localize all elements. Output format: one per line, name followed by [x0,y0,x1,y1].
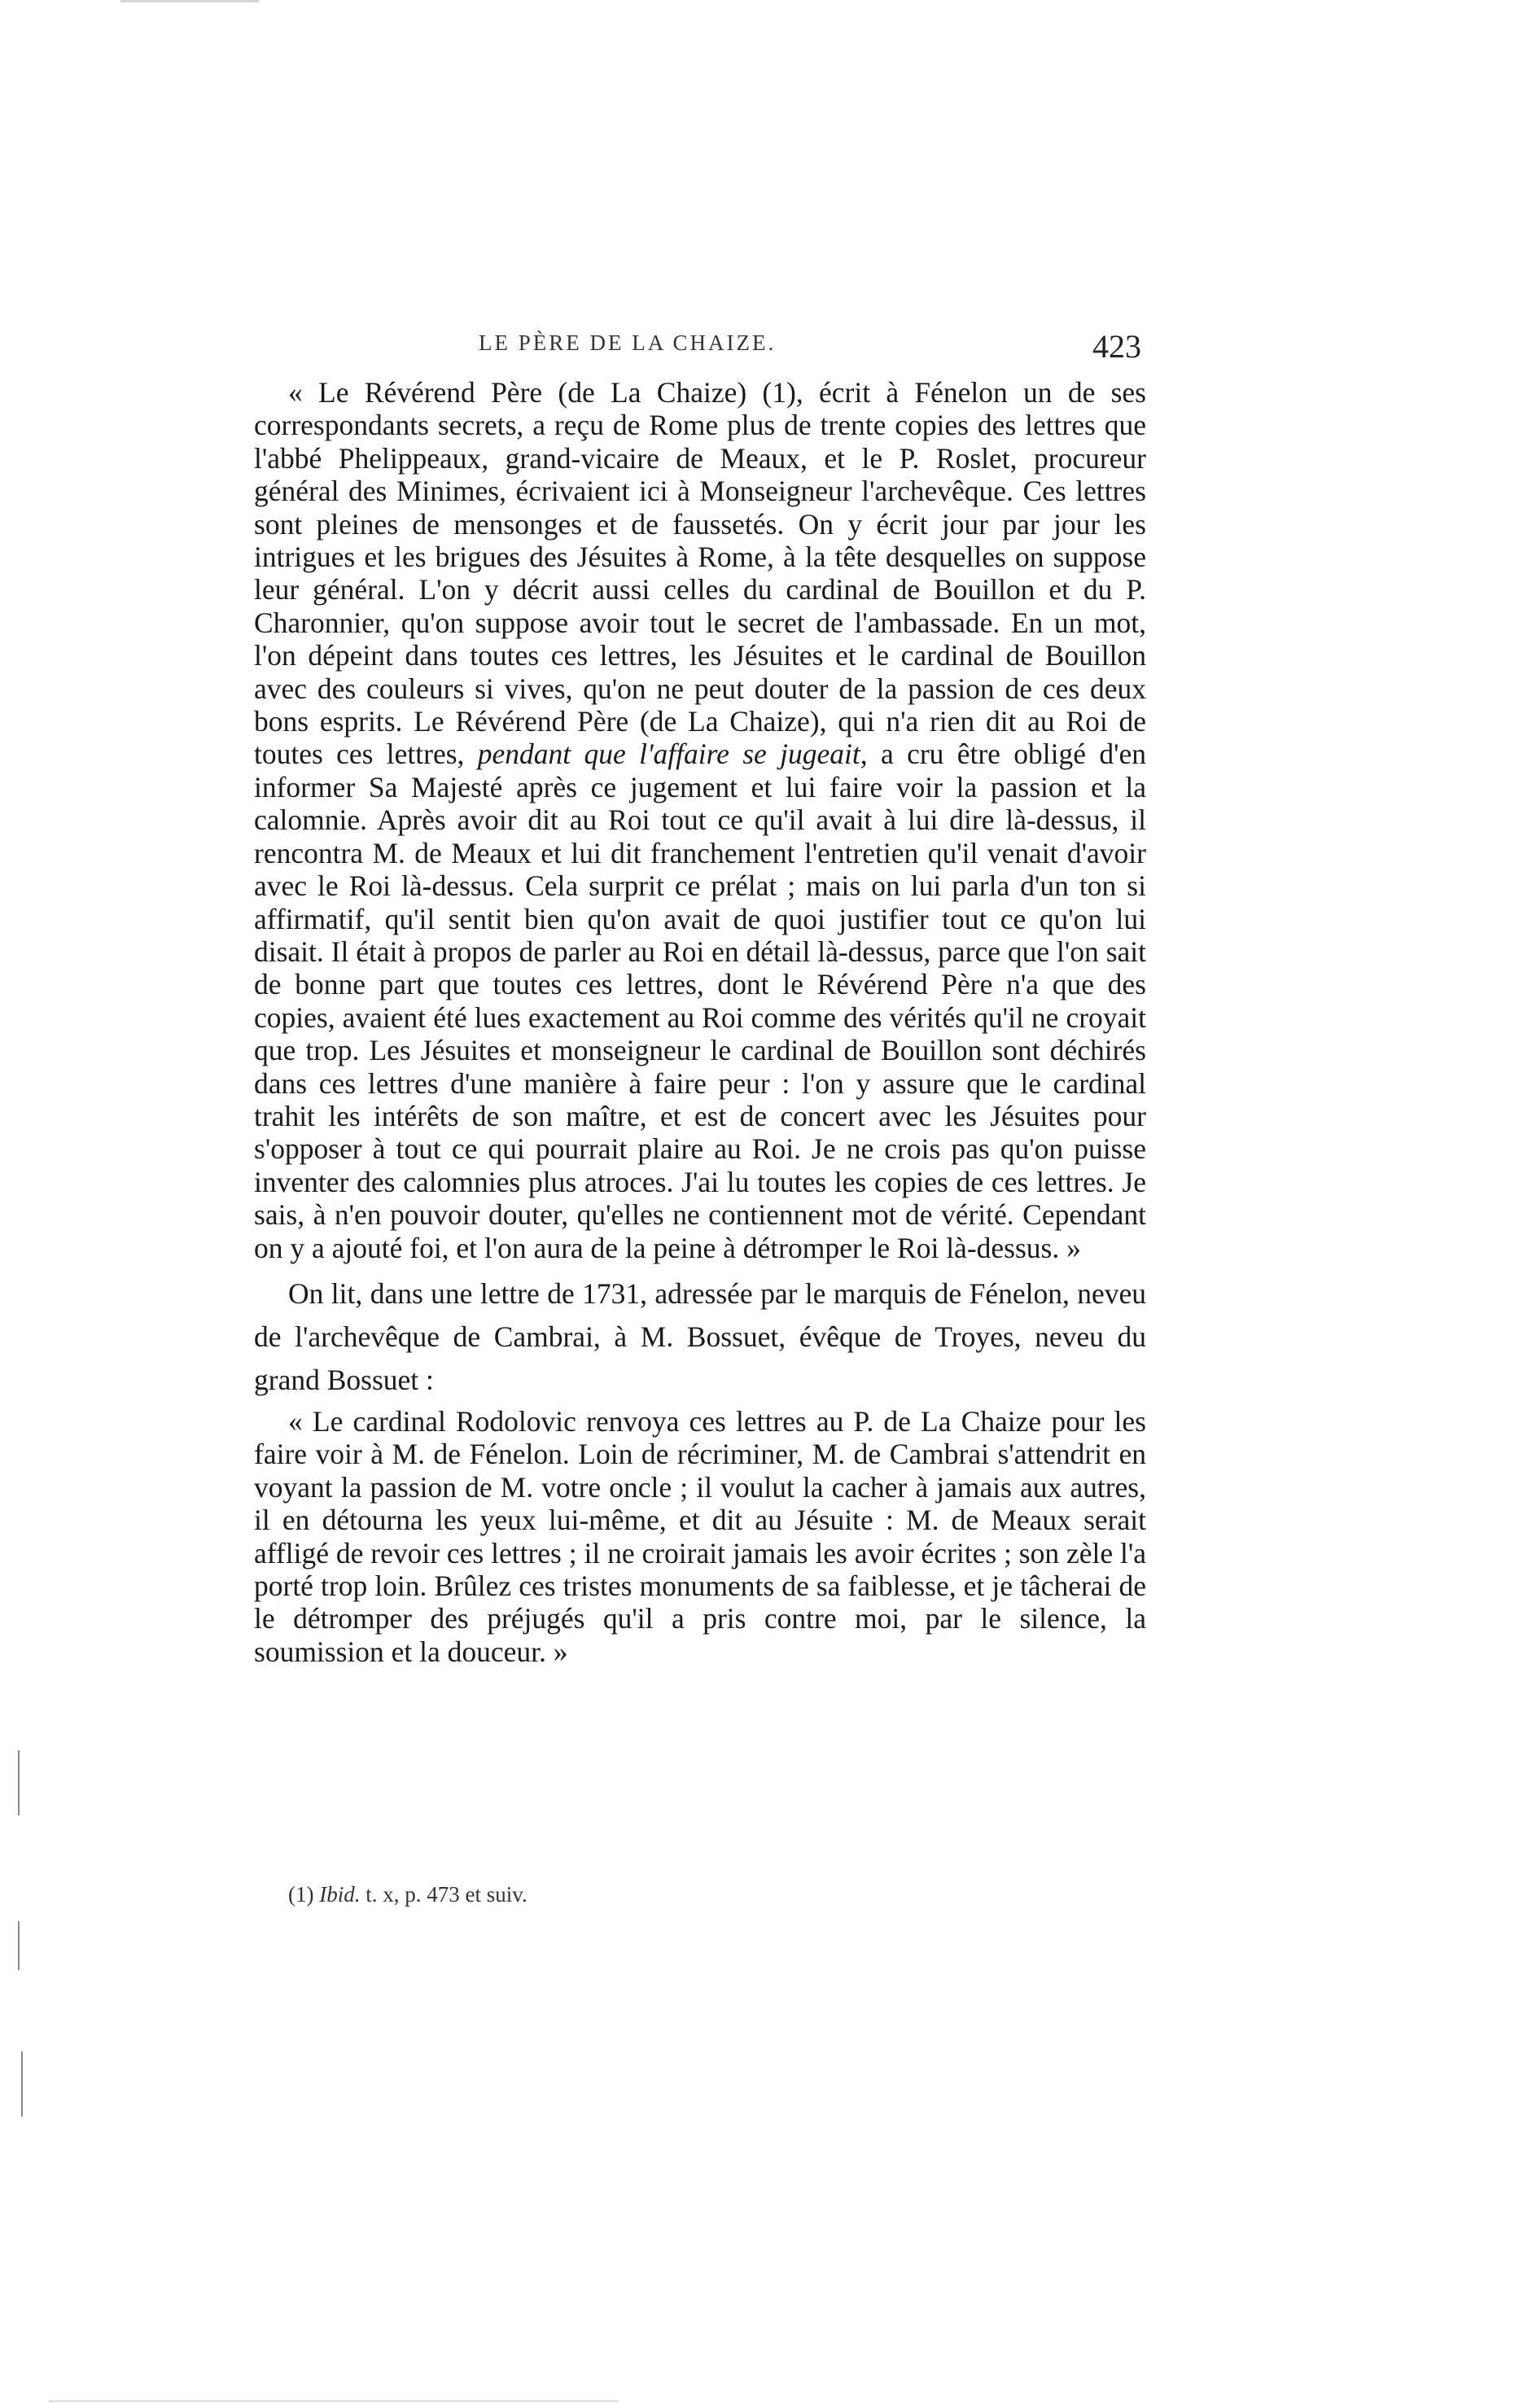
quoted-letter-paragraph [254,376,1146,1264]
running-head [244,327,1164,370]
narrative-paragraph: On lit, dans une lettre de 1731, adressée par le marquis de Fénelon, neveu de l'archevêque de Cambrai, à M. Bossuet, évêque de Troyes, neveu du grand Bossuet : [254,1276,1146,1396]
italic-phrase: pendant que l'affaire se jugeait, [477,738,868,771]
footnote [288,1882,527,1907]
body-text [254,376,1146,1668]
scan-edge-mark [18,1750,20,1815]
running-title: LE PÈRE DE LA CHAIZE. [479,331,777,355]
scan-edge-mark [18,1921,20,1970]
paragraph-text: « Le Révérend Père (de La Chaize) (1), écrit à Fénelon un de ses correspondants secrets, a reçu de Rome plus de trente copies des lettres que l'abbé Phelippeaux, grand-vicaire de Meaux, et le P. Roslet, procureur général des Minimes, écrivaient ici à Monseigneur l'archevêque. Ces lettres sont pleines de mensonges et de faussetés. On y écrit jour par jour les intrigues et les brigues des Jésuites à Rome, à la tête desquelles on suppose leur général. L'on y décrit aussi celles du cardinal de Bouillon et du P. Charonnier, qu'on suppose avoir tout le secret de l'ambassade. En un mot, l'on dépeint dans toutes ces lettres, les Jésuites et le cardinal de Bouillon avec des couleurs si vives, qu'on ne peut douter de la passion de ces deux bons esprits. Le Révérend Père (de La Chaize), qui n'a rien dit au Roi de toutes ces lettres, [254,376,1146,771]
page-number: 423 [1092,328,1141,365]
quoted-letter-paragraph-2: « Le cardinal Rodolovic renvoya ces lettres au P. de La Chaize pour les faire voir à M. de Fénelon. Loin de récriminer, M. de Cambrai s'attendrit en voyant la passion de M. votre oncle ; il voulut la cacher à jamais aux autres, il en détourna les yeux lui-même, et dit au Jésuite : M. de Meaux serait affligé de revoir ces lettres ; il ne croirait jamais les avoir écrites ; son zèle l'a porté trop loin. Brûlez ces tristes monuments de sa faiblesse, et je tâcherai de le détromper des préjugés qu'il a pris contre moi, par le silence, la soumission et la douceur. » [254,1404,1146,1668]
scan-smudge [120,0,259,2]
paragraph-text-continued: a cru être obligé d'en informer Sa Majesté après ce jugement et lui faire voir la passion et la calomnie. Après avoir dit au Roi tout ce qu'il avait à lui dire là-dessus, il rencontra M. de Meaux et lui dit franchement l'entretien qu'il venait d'avoir avec le Roi là-dessus. Cela surprit ce prélat ; mais on lui parla d'un ton si affirmatif, qu'il sentit bien qu'on avait de quoi justifier tout ce qu'on lui disait. Il était à propos de parler au Roi en détail là-dessus, parce que l'on sait de bonne part que toutes ces lettres, dont le Révérend Père n'a que des copies, avaient été lues exactement au Roi comme des vérités qu'il ne croyait que trop. Les Jésuites et monseigneur le cardinal de Bouillon sont déchirés dans ces lettres d'une manière à faire peur : l'on y assure que le cardinal trahit les intérêts de son maître, et est de concert avec les Jésuites pour s'opposer à tout ce qui pourrait plaire au Roi. Je ne crois pas qu'on puisse inventer des calomnies plus atroces. J'ai lu toutes les copies de ces lettres. Je sais, à n'en pouvoir douter, qu'elles ne contiennent mot de vérité. Cependant on y a ajouté foi, et l'on aura de la peine à détromper le Roi là-dessus. » [254,738,1147,1264]
scan-edge-mark [21,2051,23,2117]
footnote-ibid: Ibid. [319,1882,361,1907]
footnote-marker: (1) [288,1882,314,1907]
scan-smudge [49,2400,619,2402]
footnote-reference: t. x, p. 473 et suiv. [366,1882,527,1907]
